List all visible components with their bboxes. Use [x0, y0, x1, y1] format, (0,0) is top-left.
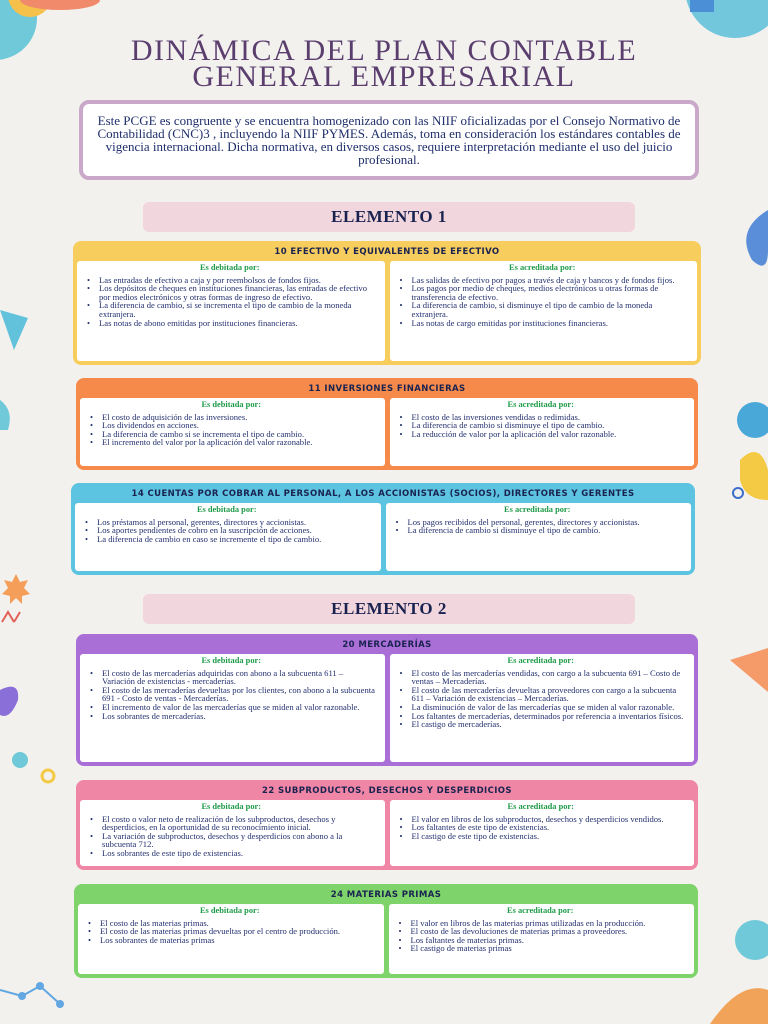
debit-item: • El costo de las mercaderías adquiridas con abono a la subcuenta 611 – Variación de existencias - mercaderías.	[86, 669, 377, 686]
debit-column	[77, 261, 385, 361]
credit-item: • La diferencia de cambio si disminuye el tipo de cambio.	[392, 526, 684, 535]
debit-column	[78, 904, 384, 974]
page-title	[0, 34, 768, 93]
account-card-22	[76, 780, 698, 870]
debit-item: • Las notas de abono emitidas por instituciones financieras.	[83, 319, 377, 328]
credit-heading: Es acreditada por:	[507, 906, 574, 915]
credit-item: • El costo de las inversiones vendidas o redimidas.	[396, 413, 687, 422]
debit-item: • Los sobrantes de mercaderías.	[86, 712, 377, 721]
intro-box	[79, 100, 699, 180]
credit-item: • La disminución de valor de las mercaderías que se miden al valor razonable.	[396, 703, 687, 712]
credit-list	[392, 518, 684, 535]
account-card-20	[76, 634, 698, 766]
debit-heading: Es debitada por:	[196, 505, 257, 514]
intro-text: Este PCGE es congruente y se encuentra homogenizado con las NIIF oficializadas por el Consejo Normativo de Contabilidad (CNC)3 , incluyendo la NIIF PYMES. Además, toma en consideración los estándares contables de vigencia internacional. Dicha normativa, en diversos casos, requiere interpretación mediante el uso del juicio profesional.	[97, 113, 681, 167]
account-title: 20 MERCADERÍAS	[342, 640, 432, 650]
debit-item: • Los sobrantes de este tipo de existencias.	[86, 849, 377, 858]
debit-heading: Es debitada por:	[201, 656, 262, 665]
debit-heading: Es debitada por:	[201, 400, 262, 409]
credit-list	[396, 815, 687, 841]
element-2-label: ELEMENTO 2	[143, 594, 635, 624]
account-title: 24 MATERIAS PRIMAS	[330, 890, 442, 900]
debit-item: • El incremento del valor por la aplicación del valor razonable.	[86, 438, 377, 447]
credit-column	[386, 503, 692, 571]
credit-column	[390, 654, 695, 762]
account-card-14	[71, 483, 695, 575]
credit-item: • Los faltantes de este tipo de existencias.	[396, 823, 687, 832]
debit-item: • El costo o valor neto de realización de los subproductos, desechos y desperdicios, en la oportunidad de su reconocimiento inicial.	[86, 815, 377, 832]
credit-heading: Es acreditada por:	[509, 263, 576, 272]
account-title: 14 CUENTAS POR COBRAR AL PERSONAL, A LOS ACCIONISTAS (SOCIOS), DIRECTORES Y GERENTES	[131, 489, 635, 499]
credit-item: • El castigo de mercaderías.	[396, 720, 687, 729]
debit-column	[80, 654, 385, 762]
credit-item: • Los faltantes de mercaderías, determinados por referencia a inventarios físicos.	[396, 712, 687, 721]
account-title: 22 SUBPRODUCTOS, DESECHOS Y DESPERDICIOS	[262, 786, 512, 796]
debit-heading: Es debitada por:	[199, 906, 260, 915]
credit-item: • Las notas de cargo emitidas por instituciones financieras.	[396, 319, 690, 328]
debit-heading: Es debitada por:	[199, 263, 260, 272]
credit-item: • El castigo de este tipo de existencias.	[396, 832, 687, 841]
credit-item: • El costo de las devoluciones de materias primas a proveedores.	[395, 927, 687, 936]
debit-list	[86, 413, 377, 447]
debit-column	[75, 503, 381, 571]
debit-item: • Los depósitos de cheques en instituciones financieras, las entradas de efectivo por medios electrónicos y otras formas de ingreso de efectivo.	[83, 284, 377, 301]
debit-list	[86, 669, 377, 721]
element-1-label: ELEMENTO 1	[143, 202, 635, 232]
credit-list	[396, 276, 690, 328]
credit-item: • La diferencia de cambio si disminuye el tipo de cambio.	[396, 421, 687, 430]
credit-list	[395, 919, 687, 953]
debit-column	[80, 800, 385, 866]
debit-item: • El costo de las mercaderías devueltas por los clientes, con abono a la subcuenta 691 - Costo de ventas - Mercaderías.	[86, 686, 377, 703]
debit-item: • Las entradas de efectivo a caja y por reembolsos de fondos fijos.	[83, 276, 377, 285]
credit-heading: Es acreditada por:	[504, 505, 571, 514]
debit-heading: Es debitada por:	[201, 802, 262, 811]
debit-item: • El costo de las materias primas devueltas por el centro de producción.	[84, 927, 376, 936]
credit-item: • El costo de las mercaderías devueltas a proveedores con cargo a la subcuenta 611 – Variación de existencias – Mercaderías.	[396, 686, 687, 703]
debit-item: • Los sobrantes de materias primas	[84, 936, 376, 945]
credit-column	[389, 904, 695, 974]
account-title: 10 EFECTIVO Y EQUIVALENTES DE EFECTIVO	[274, 247, 500, 257]
credit-heading: Es acreditada por:	[507, 802, 574, 811]
credit-column	[390, 800, 695, 866]
debit-list	[81, 518, 373, 544]
debit-list	[86, 815, 377, 858]
credit-item: • La reducción de valor por la aplicación del valor razonable.	[396, 430, 687, 439]
debit-item: • La diferencia de cambo si se incrementa el tipo de cambio.	[86, 430, 377, 439]
credit-list	[396, 413, 687, 439]
credit-item: • El valor en libros de las materias primas utilizadas en la producción.	[395, 919, 687, 928]
debit-list	[83, 276, 377, 328]
debit-list	[84, 919, 376, 945]
debit-item: • La diferencia de cambio, si se incrementa el tipo de cambio de la moneda extranjera.	[83, 301, 377, 318]
debit-item: • Los aportes pendientes de cobro en la suscripción de acciones.	[81, 526, 373, 535]
credit-item: • Los pagos recibidos del personal, gerentes, directores y accionistas.	[392, 518, 684, 527]
credit-heading: Es acreditada por:	[507, 656, 574, 665]
debit-item: • La diferencia de cambio en caso se incremente el tipo de cambio.	[81, 535, 373, 544]
account-card-24	[74, 884, 698, 978]
debit-item: • Los préstamos al personal, gerentes, directores y accionistas.	[81, 518, 373, 527]
debit-item: • Los dividendos en acciones.	[86, 421, 377, 430]
credit-item: • El valor en libros de los subproductos, desechos y desperdicios vendidos.	[396, 815, 687, 824]
account-card-11	[76, 378, 698, 470]
credit-item: • Los pagos por medio de cheques, medios electrónicos u otras formas de transferencia de efectivo.	[396, 284, 690, 301]
credit-item: • Los faltantes de materias primas.	[395, 936, 687, 945]
title-line-2: GENERAL EMPRESARIAL	[192, 60, 576, 93]
credit-column	[390, 261, 698, 361]
debit-item: • El incremento de valor de las mercaderías que se miden al valor razonable.	[86, 703, 377, 712]
debit-item: • La variación de subproductos, desechos y desperdicios con abono a la subcuenta 712.	[86, 832, 377, 849]
debit-column	[80, 398, 385, 466]
account-card-10	[73, 241, 701, 365]
credit-column	[390, 398, 695, 466]
title-line-1: DINÁMICA DEL PLAN CONTABLE	[130, 34, 638, 67]
credit-item: • Las salidas de efectivo por pagos a través de caja y bancos y de fondos fijos.	[396, 276, 690, 285]
credit-list	[396, 669, 687, 729]
account-title: 11 INVERSIONES FINANCIERAS	[308, 384, 466, 394]
credit-item: • La diferencia de cambio, si disminuye el tipo de cambio de la moneda extranjera.	[396, 301, 690, 318]
debit-item: • El costo de las materias primas.	[84, 919, 376, 928]
debit-item: • El costo de adquisición de las inversiones.	[86, 413, 377, 422]
credit-heading: Es acreditada por:	[507, 400, 574, 409]
credit-item: • El costo de las mercaderías vendidas, con cargo a la subcuenta 691 – Costo de ventas – Mercaderías.	[396, 669, 687, 686]
credit-item: • El castigo de materias primas	[395, 944, 687, 953]
